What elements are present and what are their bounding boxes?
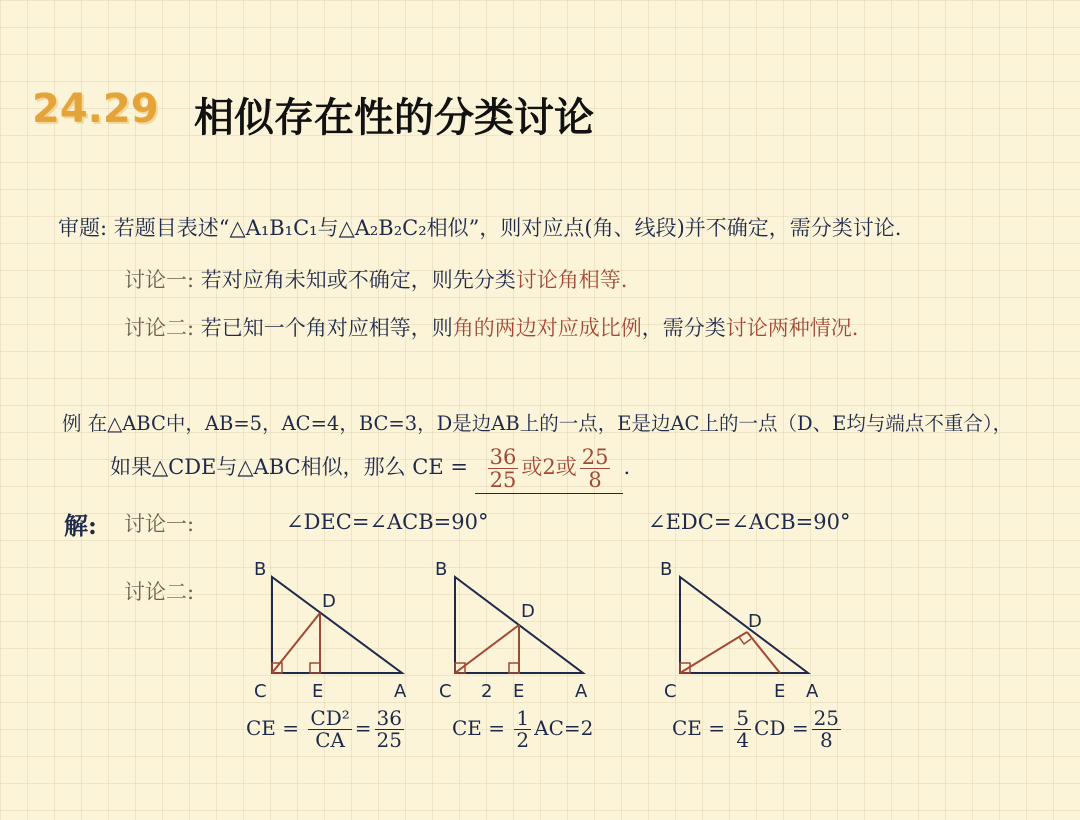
formula-1-eq: = — [354, 716, 372, 740]
case1-equation-b: ∠EDC=∠ACB=90° — [648, 510, 851, 534]
case1-equation-a: ∠DEC=∠ACB=90° — [286, 510, 489, 534]
example-text-line2: 如果△CDE与△ABC相似，那么 CE = — [110, 455, 468, 480]
formula-3-den: 4 — [736, 728, 750, 752]
label-a: A — [394, 681, 407, 702]
answer-fraction-b — [580, 446, 611, 491]
discussion2-label: 讨论二: — [124, 316, 195, 340]
example-line1 — [62, 408, 1012, 436]
formula-2-rhs: AC=2 — [534, 716, 594, 740]
label-d: D — [748, 611, 762, 632]
answer-fraction-a — [488, 446, 519, 491]
label-length: 2 — [481, 681, 493, 702]
example-line2 — [110, 446, 630, 494]
formula-1-rnum: 36 — [376, 706, 402, 730]
discussion1-text-b: 讨论角相等. — [515, 268, 628, 292]
discussion2-line — [124, 312, 858, 342]
figure-3 — [650, 555, 830, 705]
label-b: B — [254, 559, 267, 580]
label-c: C — [439, 681, 452, 702]
page-title: 相似存在性的分类讨论 — [194, 95, 594, 141]
formula-3 — [672, 708, 844, 751]
answer-b-num: 25 — [581, 445, 609, 469]
segment-de — [747, 632, 780, 673]
triangle-abc — [680, 577, 808, 673]
label-a: A — [806, 681, 819, 702]
formula-3-lhs: CE = — [672, 716, 726, 740]
formula-3-fraction — [734, 708, 751, 751]
right-angle-d — [739, 637, 751, 644]
label-e: E — [774, 681, 786, 702]
answer-a-num: 36 — [489, 445, 517, 469]
formula-3-mid: CD = — [754, 716, 809, 740]
label-c: C — [254, 681, 267, 702]
formula-1-rden: 25 — [376, 728, 402, 752]
label-d: D — [322, 591, 336, 612]
formula-1-result — [375, 708, 404, 751]
discussion2-text-a: 若已知一个角对应相等，则 — [200, 316, 453, 340]
right-angle-e — [509, 663, 519, 673]
discussion2-text-d: 讨论两种情况. — [725, 316, 859, 340]
answer-period: . — [623, 455, 631, 480]
label-b: B — [435, 559, 448, 580]
example-text-line1: 在△ABC中，AB=5，AC=4，BC=3，D是边AB上的一点，E是边AC上的一点（D、E均与端点不重合）， — [87, 412, 1013, 435]
figure-1 — [240, 555, 420, 705]
triangle-abc — [272, 577, 402, 673]
discussion1-line — [124, 264, 627, 294]
formula-2-den: 2 — [516, 728, 530, 752]
label-b: B — [660, 559, 673, 580]
label-d: D — [521, 601, 535, 622]
label-a: A — [575, 681, 588, 702]
intro-text: 若题目表述“△A₁B₁C₁与△A₂B₂C₂相似”，则对应点(角、线段)并不确定，需分类讨论. — [113, 216, 902, 240]
formula-3-rden: 8 — [819, 728, 833, 752]
right-angle-e — [310, 663, 320, 673]
intro-line — [58, 212, 901, 242]
formula-1-lhs: CE = — [246, 716, 300, 740]
segment-cd — [272, 613, 320, 673]
discussion1-text-a: 若对应角未知或不确定，则先分类 — [200, 268, 516, 292]
formula-2-lhs: CE = — [452, 716, 506, 740]
case2-label: 讨论二: — [124, 580, 195, 604]
section-number: 24.29 — [32, 86, 159, 132]
formula-2-num: 1 — [516, 706, 530, 730]
formula-2 — [452, 708, 593, 751]
label-c: C — [664, 681, 677, 702]
figure-2 — [425, 555, 605, 705]
answer-blank — [475, 446, 624, 494]
discussion1-label: 讨论一: — [124, 268, 195, 292]
answer-a-den: 25 — [489, 468, 517, 493]
formula-2-fraction — [514, 708, 531, 751]
discussion2-text-c: ，需分类 — [641, 316, 726, 340]
formula-1-den: CA — [315, 728, 345, 752]
formula-1-num: CD² — [310, 706, 350, 730]
solution-label: 解: — [64, 511, 97, 540]
formula-1 — [246, 708, 407, 751]
example-label: 例 — [62, 412, 82, 435]
case1-label: 讨论一: — [124, 512, 195, 536]
formula-3-rnum: 25 — [813, 706, 840, 730]
label-e: E — [312, 681, 324, 702]
intro-label: 审题: — [58, 216, 108, 240]
label-e: E — [513, 681, 525, 702]
formula-3-result — [812, 708, 841, 751]
formula-1-fraction — [308, 708, 351, 751]
formula-3-num: 5 — [736, 706, 750, 730]
answer-mid: 或2或 — [521, 455, 577, 480]
discussion2-text-b: 角的两边对应成比例 — [452, 316, 642, 340]
answer-b-den: 8 — [588, 468, 602, 493]
